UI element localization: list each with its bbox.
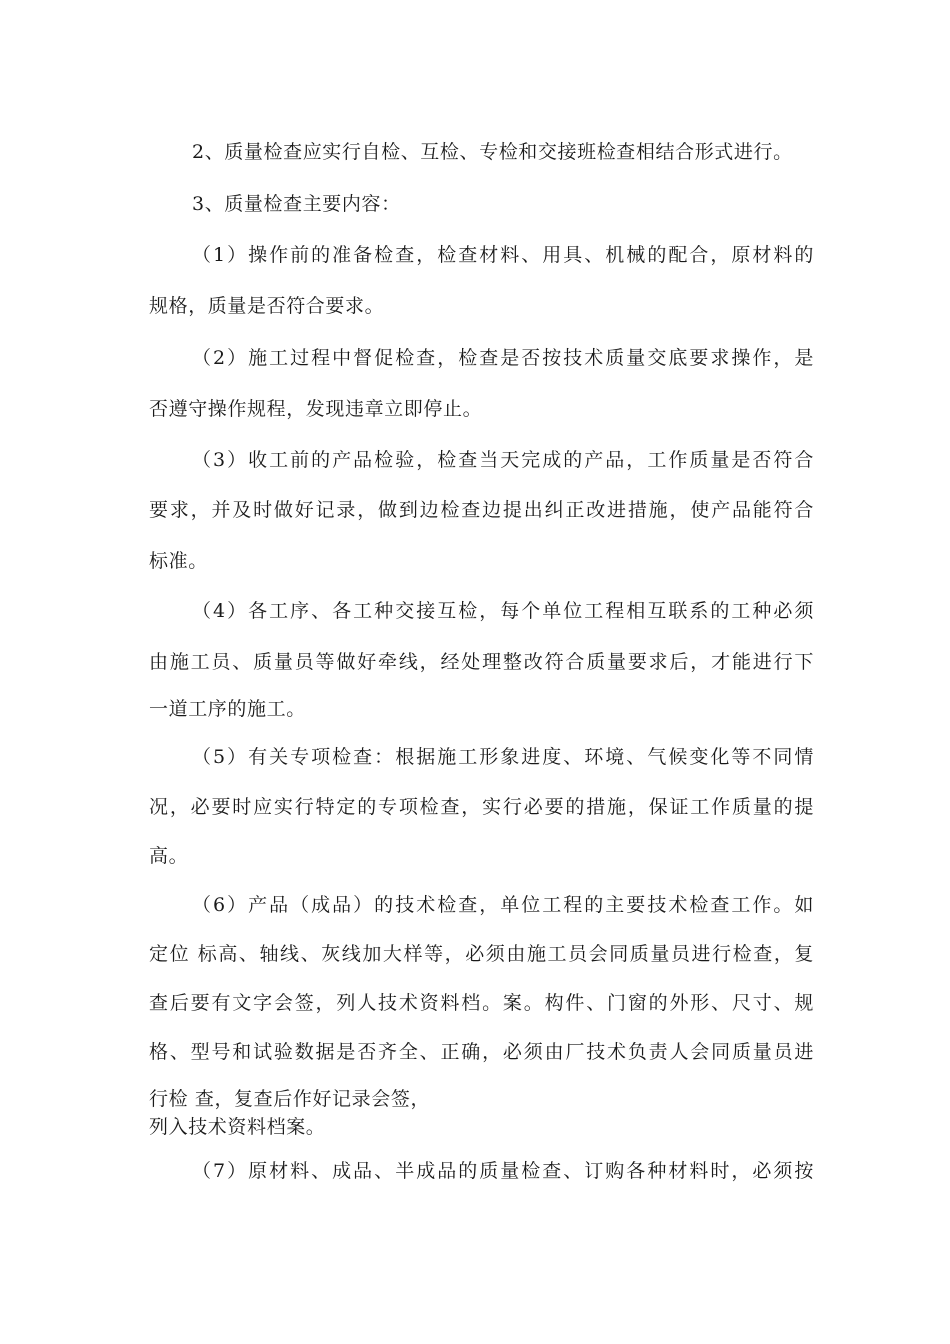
paragraph-line: 由施工员、质量员等做好牵线，经处理整改符合质量要求后，才能进行下 — [149, 651, 814, 673]
paragraph-line: 标准。 — [149, 550, 208, 572]
paragraph-line: 格、型号和试验数据是否齐全、正确，必须由厂技术负责人会同质量员进 — [149, 1041, 814, 1063]
paragraph-line: （7）原材料、成品、半成品的质量检查、订购各种材料时，必须按 — [192, 1160, 814, 1182]
paragraph-line: （1）操作前的准备检查，检查材料、用具、机械的配合，原材料的 — [192, 244, 814, 266]
paragraph-line: 一道工序的施工。 — [149, 698, 306, 720]
paragraph-line: （2）施工过程中督促检查，检查是否按技术质量交底要求操作，是 — [192, 347, 814, 369]
paragraph-line: （4）各工序、各工种交接互检，每个单位工程相互联系的工种必须 — [192, 600, 814, 622]
paragraph-line: 况，必要时应实行特定的专项检查，实行必要的措施，保证工作质量的提 — [149, 796, 814, 818]
paragraph-line: （6）产品（成品）的技术检查，单位工程的主要技术检查工作。如 — [192, 894, 814, 916]
paragraph-line: 否遵守操作规程，发现违章立即停止。 — [149, 398, 483, 420]
paragraph-line: 定位 标高、轴线、灰线加大样等，必须由施工员会同质量员进行检查，复 — [149, 943, 814, 965]
paragraph-line: 要求，并及时做好记录，做到边检查边提出纠正改进措施，使产品能符合 — [149, 499, 814, 521]
paragraph-item-3: 3、质量检查主要内容： — [192, 193, 401, 215]
paragraph-line: 行检 查，复查后作好记录会签， — [149, 1088, 431, 1110]
paragraph-line: （3）收工前的产品检验，检查当天完成的产品，工作质量是否符合 — [192, 449, 814, 471]
paragraph-line: 规格，质量是否符合要求。 — [149, 295, 385, 317]
paragraph-item-2: 2、质量检查应实行自检、互检、专检和交接班检查相结合形式进行。 — [192, 141, 793, 163]
paragraph-line: （5）有关专项检查：根据施工形象进度、环境、气候变化等不同情 — [192, 746, 814, 768]
paragraph-line: 查后要有文字会签，列人技术资料档。案。构件、门窗的外形、尺寸、规 — [149, 992, 814, 1014]
paragraph-line: 列入技术资料档案。 — [149, 1116, 326, 1138]
paragraph-line: 高。 — [149, 845, 189, 867]
